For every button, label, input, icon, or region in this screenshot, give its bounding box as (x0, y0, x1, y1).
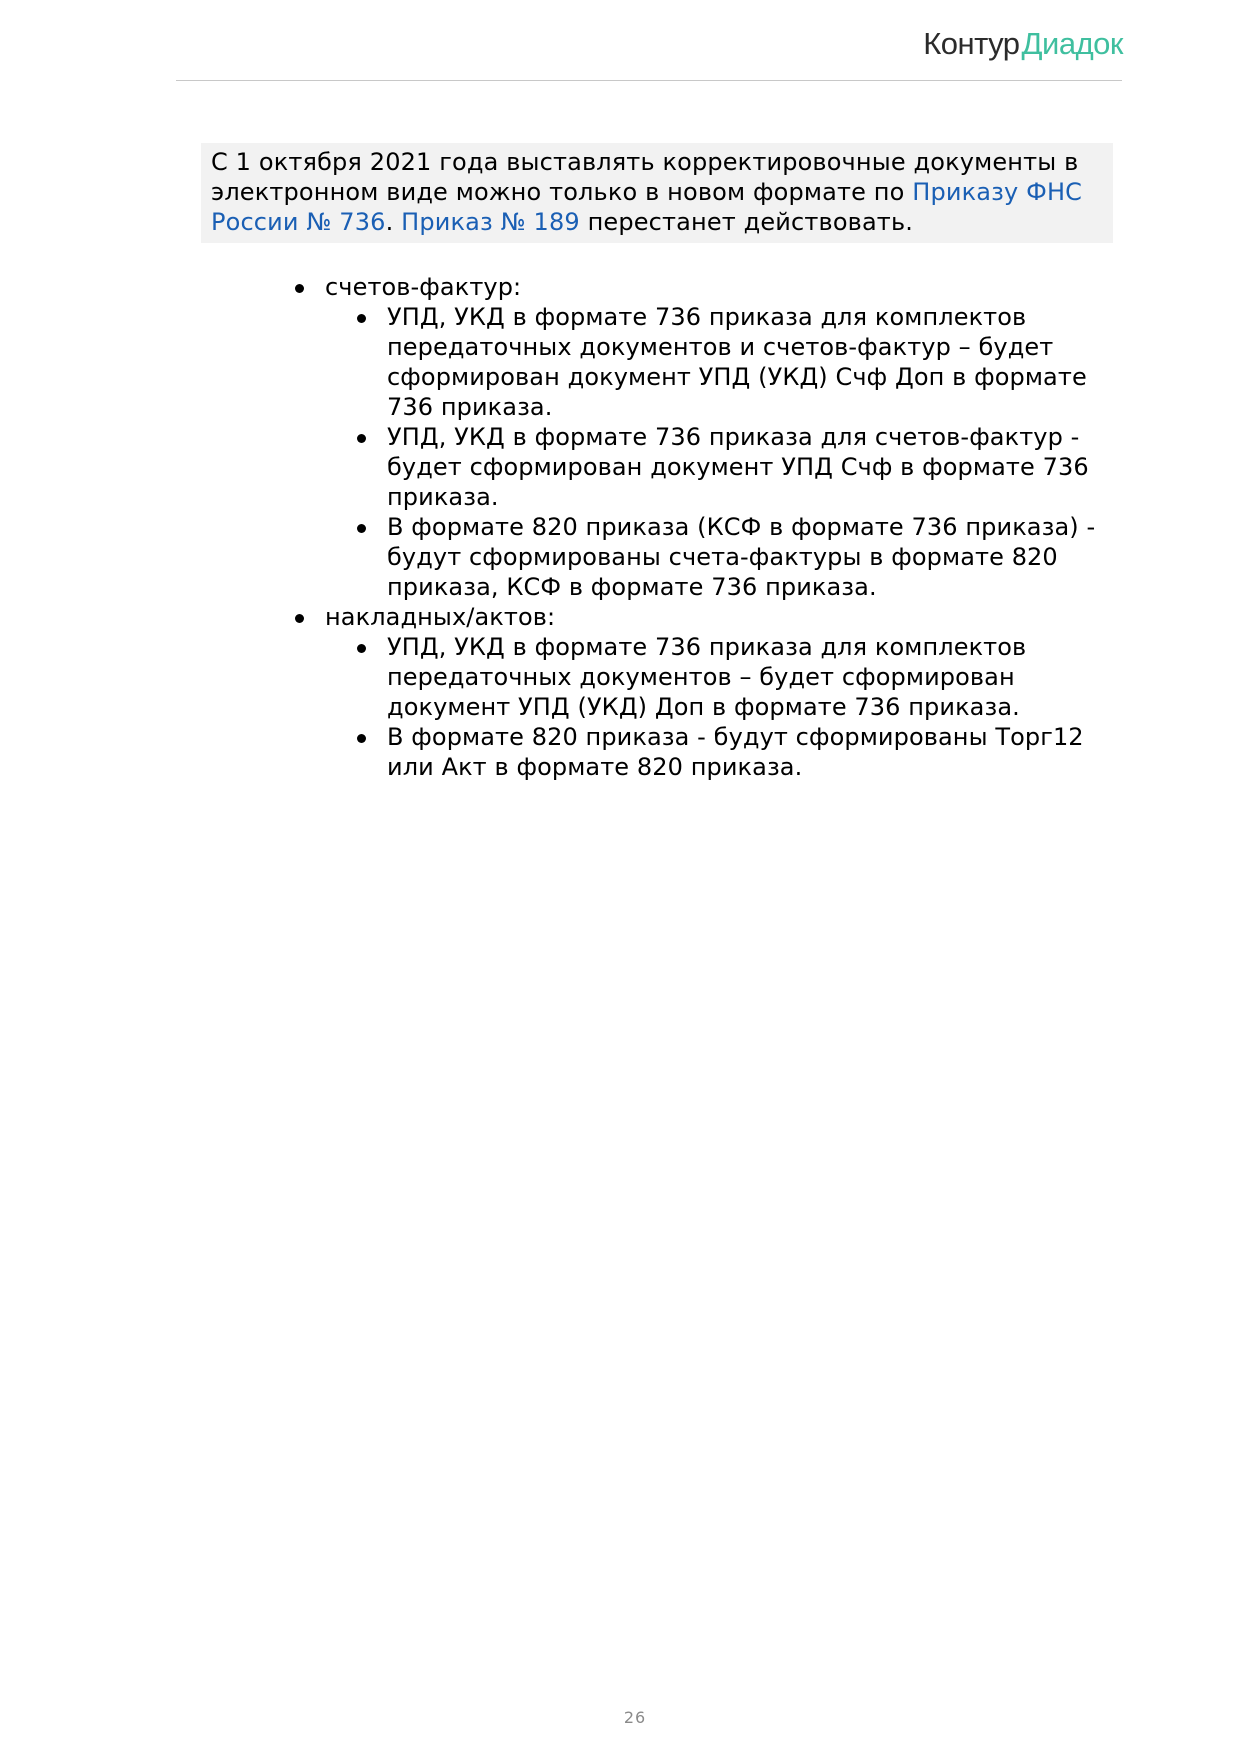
bullet-icon (295, 614, 304, 623)
page-number: 26 (623, 1708, 647, 1727)
bullet-icon (357, 434, 366, 443)
logo-diadoc-text: Диадок (1021, 26, 1123, 61)
logo-kontur-text: Контур (923, 26, 1020, 61)
link-fns-order-736[interactable]: Приказу ФНС России № 736 (211, 178, 1083, 236)
sub-list-item (357, 512, 1125, 602)
sub-list-item-text: УПД, УКД в формате 736 приказа для комплектов передаточных документов и счетов-фактур – будет сформирован документ УПД (УКД) Счф Доп в формате 736 приказа. (387, 303, 1087, 421)
sub-list-item-text: УПД, УКД в формате 736 приказа для комплектов передаточных документов – будет сформирован документ УПД (УКД) Доп в формате 736 приказа. (387, 633, 1027, 721)
notice-text-before: С 1 октября 2021 года выставлять корректировочные документы в электронном виде можно только в новом формате по (211, 148, 1079, 206)
sub-list-item-text: В формате 820 приказа - будут сформированы Торг12 или Акт в формате 820 приказа. (387, 723, 1084, 781)
bullet-icon (357, 734, 366, 743)
list-item-label: накладных/актов: (325, 603, 556, 631)
sub-list-item-text: УПД, УКД в формате 736 приказа для счетов-фактур - будет сформирован документ УПД Счф в формате 736 приказа. (387, 423, 1089, 511)
list-item-waybills-acts (295, 602, 1125, 632)
notice-text-after: перестанет действовать. (579, 208, 914, 236)
notice-box (201, 143, 1113, 243)
sub-list-item-text: В формате 820 приказа (КСФ в формате 736 приказа) - будут сформированы счета-фактуры в формате 820 приказа, КСФ в формате 736 приказа. (387, 513, 1096, 601)
sub-list-item (357, 302, 1125, 422)
sub-list-item (357, 422, 1125, 512)
bullet-icon (295, 284, 304, 293)
list-item-invoices (295, 272, 1125, 302)
notice-text-between: . (385, 208, 402, 236)
bullet-icon (357, 524, 366, 533)
link-order-189[interactable]: Приказ № 189 (401, 208, 580, 236)
bullet-icon (357, 314, 366, 323)
list-item-label: счетов-фактур: (325, 273, 522, 301)
bullet-icon (357, 644, 366, 653)
sub-list-item (357, 722, 1125, 782)
document-type-list (295, 272, 1125, 782)
header-divider (176, 80, 1122, 81)
sub-list-item (357, 632, 1125, 722)
kontur-diadoc-logo (923, 26, 1123, 62)
